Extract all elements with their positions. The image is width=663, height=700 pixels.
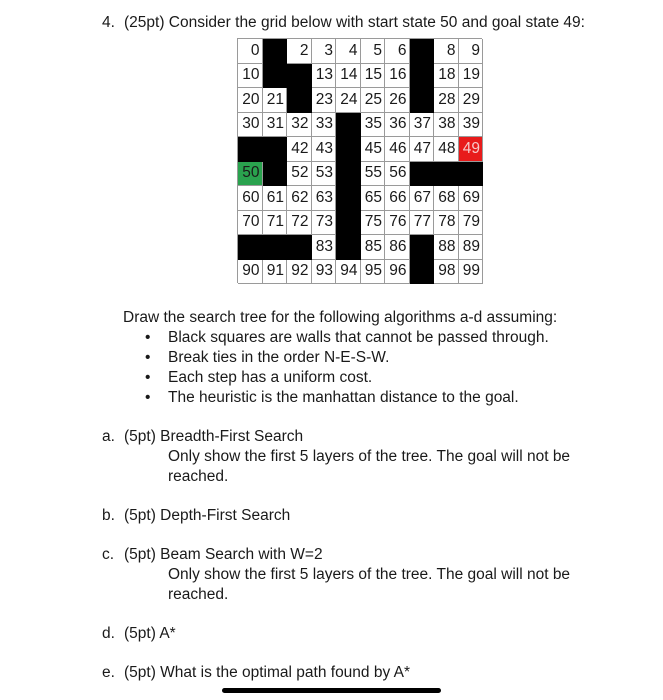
bullet-icon: • — [145, 369, 151, 386]
grid-cell: 28 — [434, 88, 459, 113]
wall-cell — [410, 88, 435, 113]
grid-cell: 21 — [263, 88, 288, 113]
wall-cell — [410, 39, 435, 64]
grid-cell: 14 — [336, 64, 361, 89]
question-header — [102, 14, 585, 32]
grid-cell: 6 — [385, 39, 410, 64]
list-item: • Break ties in the order N-E-S-W. — [145, 349, 390, 366]
grid-cell: 18 — [434, 64, 459, 89]
wall-cell — [410, 162, 435, 187]
grid-cell: 61 — [263, 186, 288, 211]
grid-cell: 83 — [312, 235, 337, 260]
bullet-icon: • — [145, 329, 151, 346]
grid-cell: 98 — [434, 260, 459, 285]
grid-cell: 46 — [385, 137, 410, 162]
list-item: • Black squares are walls that cannot be passed through. — [145, 329, 549, 346]
wall-cell — [336, 186, 361, 211]
grid-cell: 63 — [312, 186, 337, 211]
grid-cell: 24 — [336, 88, 361, 113]
wall-cell — [263, 137, 288, 162]
grid-cell: 79 — [459, 211, 484, 236]
grid-cell: 25 — [361, 88, 386, 113]
part-c: c. (5pt) Beam Search with W=2 — [102, 546, 323, 563]
grid-cell: 90 — [238, 260, 263, 285]
grid-cell: 37 — [410, 113, 435, 138]
grid-cell: 16 — [385, 64, 410, 89]
wall-cell — [459, 162, 484, 187]
grid-cell: 65 — [361, 186, 386, 211]
grid-cell: 10 — [238, 64, 263, 89]
grid-cell: 70 — [238, 211, 263, 236]
home-indicator — [222, 688, 441, 693]
list-item: • Each step has a uniform cost. — [145, 369, 373, 386]
grid-cell: 75 — [361, 211, 386, 236]
grid-cell: 43 — [312, 137, 337, 162]
grid-cell: 4 — [336, 39, 361, 64]
grid-cell: 52 — [287, 162, 312, 187]
grid-cell: 62 — [287, 186, 312, 211]
grid-cell: 99 — [459, 260, 484, 285]
wall-cell — [336, 113, 361, 138]
question-text: (25pt) Consider the grid below with start state 50 and goal state 49: — [124, 14, 585, 31]
instructions-intro: Draw the search tree for the following algorithms a-d assuming: — [123, 309, 558, 326]
grid-cell: 85 — [361, 235, 386, 260]
part-c-note: Only show the first 5 layers of the tree. The goal will not be reached. — [168, 566, 571, 603]
wall-cell — [287, 235, 312, 260]
grid-cell: 77 — [410, 211, 435, 236]
grid-cell: 32 — [287, 113, 312, 138]
grid-cell: 2 — [287, 39, 312, 64]
grid-cell: 29 — [459, 88, 484, 113]
grid-cell: 68 — [434, 186, 459, 211]
grid-cell: 0 — [238, 39, 263, 64]
list-item: • The heuristic is the manhattan distance to the goal. — [145, 389, 519, 406]
wall-cell — [336, 137, 361, 162]
grid-cell: 26 — [385, 88, 410, 113]
assumptions-list — [145, 328, 549, 408]
grid-cell: 20 — [238, 88, 263, 113]
state-grid — [237, 38, 482, 283]
grid-cell: 60 — [238, 186, 263, 211]
grid-cell: 42 — [287, 137, 312, 162]
grid-cell: 47 — [410, 137, 435, 162]
grid-cell: 3 — [312, 39, 337, 64]
wall-cell — [238, 137, 263, 162]
grid-cell: 38 — [434, 113, 459, 138]
start-cell: 50 — [238, 162, 263, 187]
grid-cell: 72 — [287, 211, 312, 236]
wall-cell — [263, 64, 288, 89]
grid-cell: 94 — [336, 260, 361, 285]
grid-cell: 23 — [312, 88, 337, 113]
grid-cell: 15 — [361, 64, 386, 89]
bullet-icon: • — [145, 389, 151, 406]
wall-cell — [336, 211, 361, 236]
part-a: a. (5pt) Breadth-First Search — [102, 428, 304, 445]
grid-cell: 31 — [263, 113, 288, 138]
wall-cell — [263, 39, 288, 64]
grid-cell: 45 — [361, 137, 386, 162]
grid-cell: 95 — [361, 260, 386, 285]
goal-cell: 49 — [459, 137, 484, 162]
grid-cell: 53 — [312, 162, 337, 187]
bullet-icon: • — [145, 349, 151, 366]
grid-cell: 66 — [385, 186, 410, 211]
grid-cell: 13 — [312, 64, 337, 89]
part-d: d. (5pt) A* — [102, 625, 176, 642]
grid-cell: 33 — [312, 113, 337, 138]
grid-cell: 19 — [459, 64, 484, 89]
wall-cell — [410, 64, 435, 89]
wall-cell — [410, 235, 435, 260]
grid-cell: 88 — [434, 235, 459, 260]
grid-cell: 30 — [238, 113, 263, 138]
wall-cell — [287, 64, 312, 89]
grid-cell: 93 — [312, 260, 337, 285]
grid-cell: 36 — [385, 113, 410, 138]
wall-cell — [336, 162, 361, 187]
grid-cell: 48 — [434, 137, 459, 162]
part-e: e. (5pt) What is the optimal path found by A* — [102, 664, 411, 681]
grid-cell: 55 — [361, 162, 386, 187]
grid-cell: 8 — [434, 39, 459, 64]
grid-cell: 35 — [361, 113, 386, 138]
grid-cell: 92 — [287, 260, 312, 285]
part-b: b. (5pt) Depth-First Search — [102, 507, 291, 524]
wall-cell — [410, 260, 435, 285]
grid-cell: 56 — [385, 162, 410, 187]
grid-cell: 91 — [263, 260, 288, 285]
grid-cell: 9 — [459, 39, 484, 64]
wall-cell — [263, 235, 288, 260]
grid-cell: 67 — [410, 186, 435, 211]
grid-cell: 96 — [385, 260, 410, 285]
wall-cell — [434, 162, 459, 187]
grid-cell: 71 — [263, 211, 288, 236]
grid-cell: 39 — [459, 113, 484, 138]
wall-cell — [287, 88, 312, 113]
grid-cell: 76 — [385, 211, 410, 236]
grid-cell: 89 — [459, 235, 484, 260]
grid-cell: 73 — [312, 211, 337, 236]
question-number: 4. — [102, 14, 115, 31]
part-a-note: Only show the first 5 layers of the tree. The goal will not be reached. — [168, 448, 571, 485]
grid-cell: 69 — [459, 186, 484, 211]
grid-cell: 86 — [385, 235, 410, 260]
wall-cell — [238, 235, 263, 260]
grid-cell: 78 — [434, 211, 459, 236]
wall-cell — [263, 162, 288, 187]
wall-cell — [336, 235, 361, 260]
grid-cell: 5 — [361, 39, 386, 64]
